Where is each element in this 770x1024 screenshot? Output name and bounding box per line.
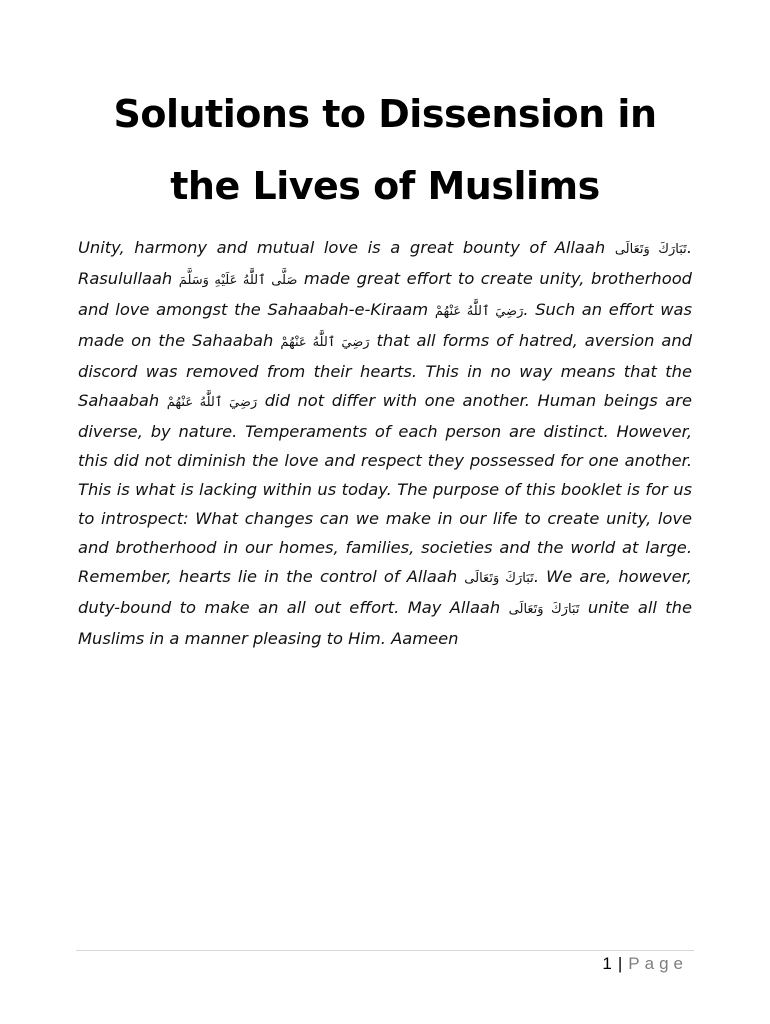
paragraph-text: did not differ with one another. Human beings are diverse, by nature. Temperaments of each person are distinct. However, this did not diminish the love and respect they possessed for one another. This is what is lacking within us today. The purpose of this booklet is for us to introspect: What changes can we make in our life to create unity, love and brotherhood in our homes, families, societies and the world at large. Remember, hearts lie in the control of Allaah [78, 391, 692, 586]
paragraph-text: . Such an effort was made on the Sahaabah [78, 300, 693, 350]
page-title [60, 78, 710, 222]
intro-paragraph [78, 233, 692, 653]
paragraph-text: made great effort to create unity, brotherhood and love amongst the Sahaabah-e-Kiraam [78, 269, 692, 319]
title-line-2: the Lives of Muslims [170, 164, 600, 208]
honorific-radhiya: رَضِيَ ٱللَّٰهُ عَنْهُمْ [166, 395, 258, 410]
title-line-1: Solutions to Dissension in [113, 92, 657, 136]
footer-separator: | [617, 954, 623, 973]
paragraph-text: . We are, however, duty-bound to make an all out effort. May Allaah [78, 567, 692, 617]
paragraph-text: Unity, harmony and mutual love is a great bounty of Allaah [78, 238, 615, 257]
page-number: 1 [602, 954, 612, 973]
page-footer [602, 954, 688, 974]
honorific-tabaarak: تَبَارَكَ وَتَعَالَى [464, 571, 534, 586]
honorific-radhiya: رَضِيَ ٱللَّٰهُ عَنْهُمْ [434, 304, 524, 319]
paragraph-text: that all forms of hatred, aversion and discord was removed from their hearts. This in no way means that the Sahaabah [78, 331, 692, 410]
paragraph-text: . Rasulullaah [78, 238, 692, 288]
honorific-radhiya: رَضِيَ ٱللَّٰهُ عَنْهُمْ [280, 335, 370, 350]
page-label: Page [628, 954, 688, 973]
paragraph-text: unite all the Muslims in a manner pleasing to Him. Aameen [78, 598, 692, 648]
footer-divider [76, 950, 694, 951]
honorific-tabaarak: تَبَارَكَ وَتَعَالَى [614, 242, 687, 257]
honorific-salla: صَلَّى ٱللَّٰهُ عَلَيْهِ وَسَلَّمَ [178, 273, 298, 288]
honorific-tabaarak: تَبَارَكَ وَتَعَالَى [508, 602, 580, 617]
